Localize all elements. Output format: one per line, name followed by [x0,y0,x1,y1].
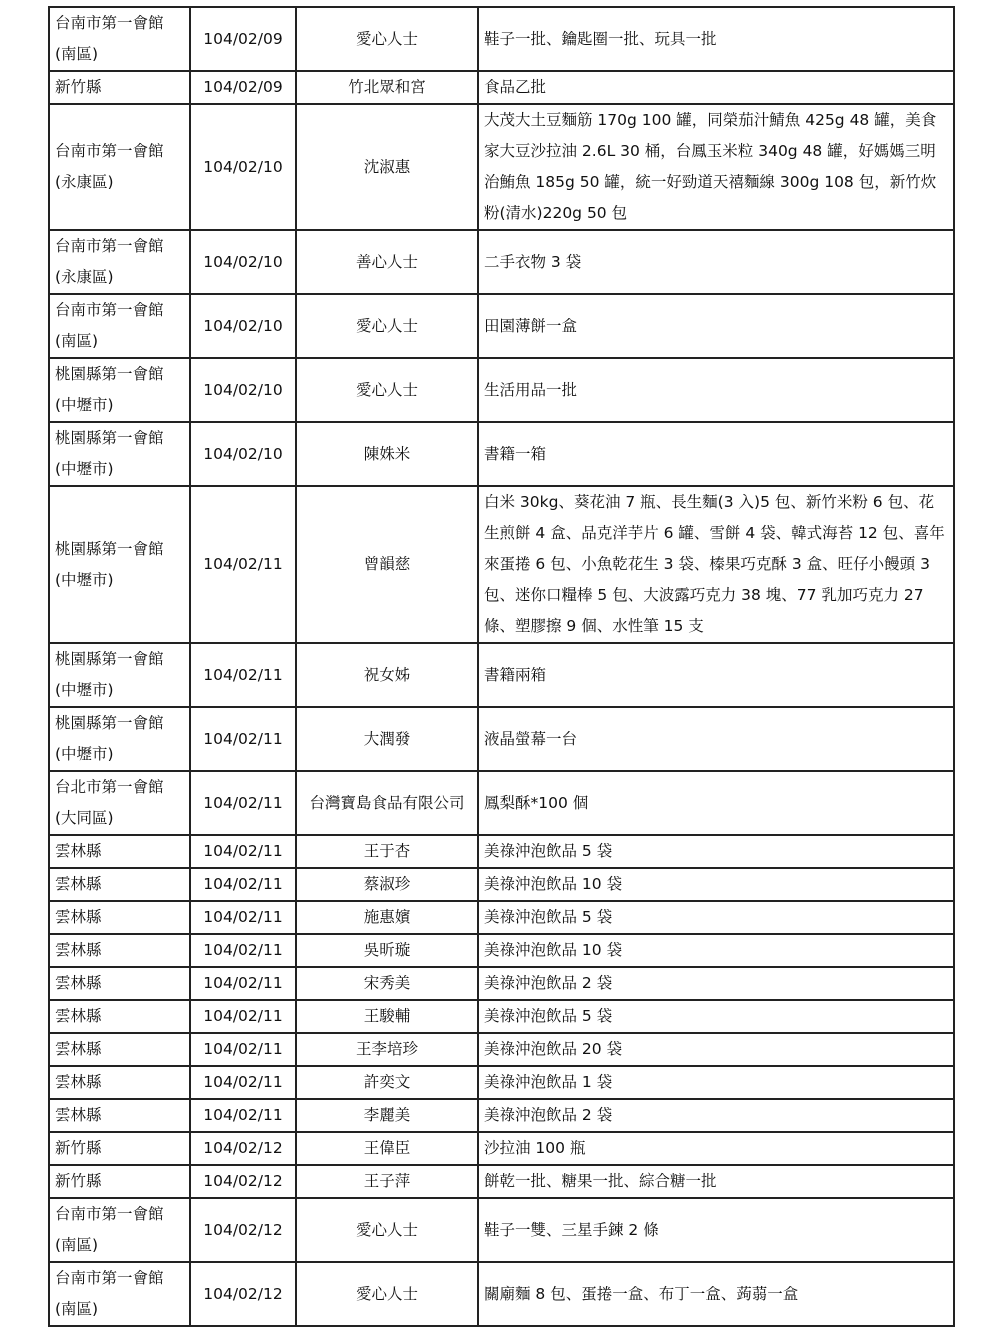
branch-cell: 桃園縣第一會館(中壢市) [49,358,190,422]
date-cell: 104/02/10 [190,230,296,294]
branch-cell: 新竹縣 [49,1132,190,1165]
donor-cell: 王李培珍 [296,1033,478,1066]
table-row [49,71,954,104]
date-cell: 104/02/11 [190,1033,296,1066]
date-cell: 104/02/11 [190,967,296,1000]
branch-cell: 雲林縣 [49,901,190,934]
items-cell: 沙拉油 100 瓶 [478,1132,954,1165]
donation-table [48,6,955,1327]
date-cell: 104/02/10 [190,422,296,486]
branch-cell: 台北市第一會館(大同區) [49,771,190,835]
date-cell: 104/02/11 [190,643,296,707]
table-row [49,358,954,422]
items-cell: 田園薄餅一盒 [478,294,954,358]
donation-table-body [49,7,954,1326]
branch-cell: 雲林縣 [49,967,190,1000]
table-row [49,294,954,358]
date-cell: 104/02/09 [190,7,296,71]
items-cell: 液晶螢幕一台 [478,707,954,771]
table-row [49,868,954,901]
donor-cell: 王偉臣 [296,1132,478,1165]
table-row [49,1000,954,1033]
branch-cell: 桃園縣第一會館(中壢市) [49,422,190,486]
date-cell: 104/02/11 [190,1066,296,1099]
branch-cell: 新竹縣 [49,1165,190,1198]
items-cell: 白米 30kg、葵花油 7 瓶、長生麵(3 入)5 包、新竹米粉 6 包、花生煎餅 4 盒、品克洋芋片 6 罐、雪餅 4 袋、韓式海苔 12 包、喜年來蛋捲 6 包、小魚乾花生 3 袋、榛果巧克酥 3 盒、旺仔小饅頭 3 包、迷你口糧棒 5 包、大波露巧克力 38 塊、77 乳加巧克力 27 條、塑膠擦 9 個、水性筆 15 支 [478,486,954,643]
table-row [49,1262,954,1326]
items-cell: 二手衣物 3 袋 [478,230,954,294]
items-cell: 書籍一箱 [478,422,954,486]
donor-cell: 沈淑惠 [296,104,478,230]
table-row [49,7,954,71]
branch-cell: 台南市第一會館(南區) [49,294,190,358]
items-cell: 大茂大土豆麵筋 170g 100 罐，同榮茄汁鯖魚 425g 48 罐，美食家大豆沙拉油 2.6L 30 桶，台鳳玉米粒 340g 48 罐，好媽媽三明治鮪魚 185g 50 罐，統一好勁道天禧麵線 300g 108 包，新竹炊粉(清水)220g 50 包 [478,104,954,230]
items-cell: 生活用品一批 [478,358,954,422]
items-cell: 美祿沖泡飲品 5 袋 [478,1000,954,1033]
date-cell: 104/02/11 [190,835,296,868]
donor-cell: 王駿輔 [296,1000,478,1033]
donor-cell: 愛心人士 [296,294,478,358]
branch-cell: 雲林縣 [49,1033,190,1066]
items-cell: 美祿沖泡飲品 2 袋 [478,1099,954,1132]
donor-cell: 愛心人士 [296,1198,478,1262]
items-cell: 鞋子一批、鑰匙圈一批、玩具一批 [478,7,954,71]
donor-cell: 蔡淑珍 [296,868,478,901]
table-row [49,771,954,835]
donor-cell: 大潤發 [296,707,478,771]
date-cell: 104/02/11 [190,934,296,967]
branch-cell: 雲林縣 [49,1099,190,1132]
table-row [49,1099,954,1132]
date-cell: 104/02/11 [190,1099,296,1132]
branch-cell: 桃園縣第一會館(中壢市) [49,486,190,643]
items-cell: 美祿沖泡飲品 5 袋 [478,901,954,934]
date-cell: 104/02/11 [190,1000,296,1033]
donor-cell: 愛心人士 [296,7,478,71]
date-cell: 104/02/12 [190,1132,296,1165]
table-row [49,934,954,967]
donor-cell: 李麗美 [296,1099,478,1132]
date-cell: 104/02/11 [190,901,296,934]
branch-cell: 桃園縣第一會館(中壢市) [49,707,190,771]
table-row [49,1165,954,1198]
table-row [49,104,954,230]
donor-cell: 王子萍 [296,1165,478,1198]
date-cell: 104/02/10 [190,294,296,358]
branch-cell: 雲林縣 [49,1066,190,1099]
branch-cell: 雲林縣 [49,934,190,967]
date-cell: 104/02/11 [190,707,296,771]
branch-cell: 台南市第一會館(南區) [49,7,190,71]
table-row [49,1066,954,1099]
branch-cell: 台南市第一會館(永康區) [49,104,190,230]
table-row [49,967,954,1000]
items-cell: 餅乾一批、糖果一批、綜合糖一批 [478,1165,954,1198]
date-cell: 104/02/11 [190,868,296,901]
items-cell: 美祿沖泡飲品 2 袋 [478,967,954,1000]
items-cell: 美祿沖泡飲品 1 袋 [478,1066,954,1099]
table-row [49,643,954,707]
branch-cell: 台南市第一會館(永康區) [49,230,190,294]
table-row [49,1198,954,1262]
donor-cell: 宋秀美 [296,967,478,1000]
donor-cell: 王于杏 [296,835,478,868]
items-cell: 美祿沖泡飲品 5 袋 [478,835,954,868]
donor-cell: 愛心人士 [296,1262,478,1326]
table-row [49,835,954,868]
date-cell: 104/02/09 [190,71,296,104]
branch-cell: 新竹縣 [49,71,190,104]
items-cell: 書籍兩箱 [478,643,954,707]
date-cell: 104/02/10 [190,358,296,422]
branch-cell: 台南市第一會館(南區) [49,1198,190,1262]
table-row [49,901,954,934]
donor-cell: 吳昕璇 [296,934,478,967]
branch-cell: 雲林縣 [49,868,190,901]
branch-cell: 台南市第一會館(南區) [49,1262,190,1326]
table-row [49,230,954,294]
items-cell: 鞋子一雙、三星手鍊 2 條 [478,1198,954,1262]
date-cell: 104/02/10 [190,104,296,230]
donor-cell: 施惠嬪 [296,901,478,934]
donor-cell: 許奕文 [296,1066,478,1099]
donor-cell: 竹北眾和宮 [296,71,478,104]
donor-cell: 祝女姊 [296,643,478,707]
table-row [49,1132,954,1165]
branch-cell: 桃園縣第一會館(中壢市) [49,643,190,707]
table-row [49,1033,954,1066]
items-cell: 關廟麵 8 包、蛋捲一盒、布丁一盒、蒟蒻一盒 [478,1262,954,1326]
branch-cell: 雲林縣 [49,835,190,868]
items-cell: 美祿沖泡飲品 20 袋 [478,1033,954,1066]
donor-cell: 曾韻慈 [296,486,478,643]
items-cell: 美祿沖泡飲品 10 袋 [478,868,954,901]
table-row [49,422,954,486]
table-row [49,707,954,771]
donor-cell: 善心人士 [296,230,478,294]
date-cell: 104/02/11 [190,486,296,643]
date-cell: 104/02/12 [190,1262,296,1326]
donor-cell: 台灣寶島食品有限公司 [296,771,478,835]
items-cell: 食品乙批 [478,71,954,104]
date-cell: 104/02/12 [190,1165,296,1198]
donor-cell: 愛心人士 [296,358,478,422]
branch-cell: 雲林縣 [49,1000,190,1033]
donor-cell: 陳姝米 [296,422,478,486]
date-cell: 104/02/12 [190,1198,296,1262]
items-cell: 鳳梨酥*100 個 [478,771,954,835]
items-cell: 美祿沖泡飲品 10 袋 [478,934,954,967]
date-cell: 104/02/11 [190,771,296,835]
table-row [49,486,954,643]
